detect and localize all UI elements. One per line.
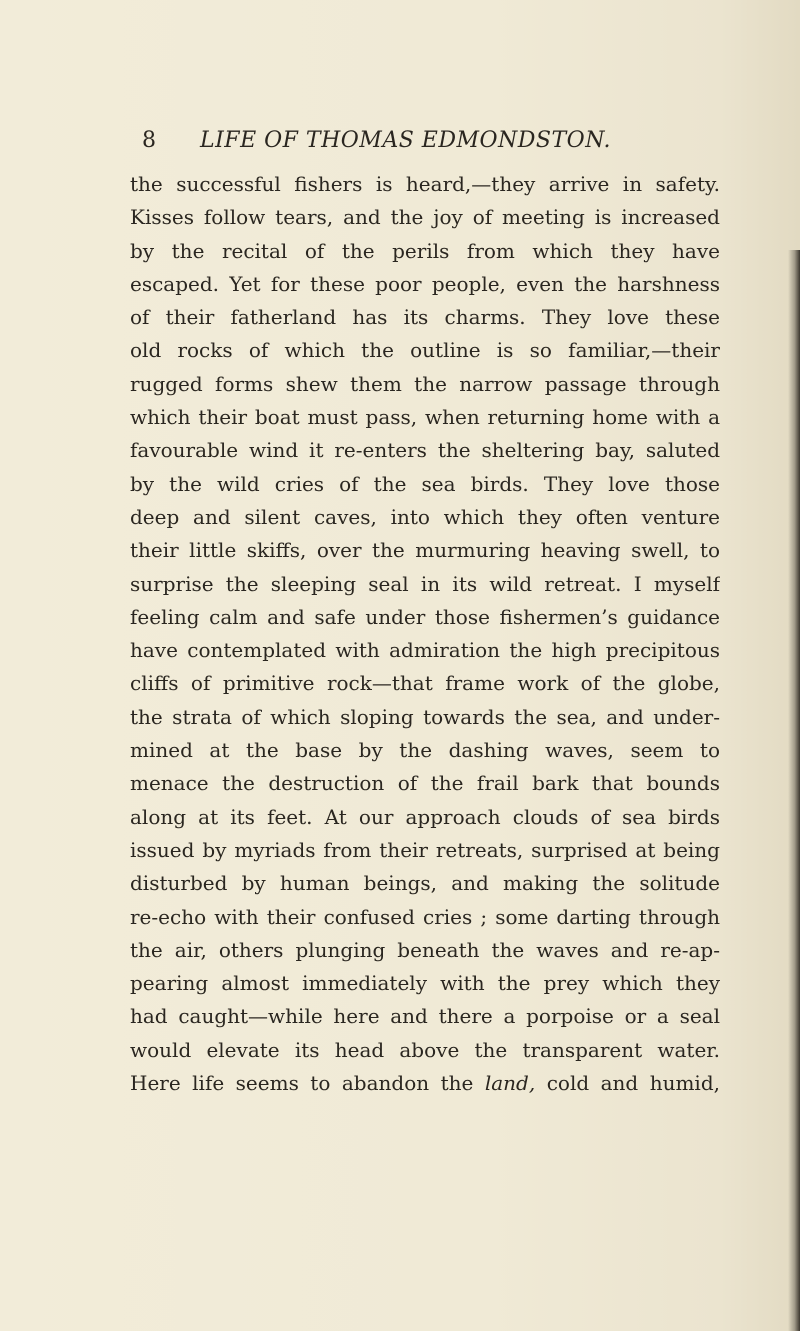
last-line-italic-word: land, [484, 1071, 536, 1096]
text-line: their little skiffs, over the murmuring heaving swell, to [130, 538, 720, 563]
text-line: feeling calm and safe under those fishermen’s guidance [130, 604, 720, 629]
text-line: the successful fishers is heard,—they arrive in safety. [130, 172, 720, 196]
text-line: have contemplated with admiration the high precipitous [130, 638, 720, 663]
text-line: by the recital of the perils from which they have [130, 238, 720, 263]
last-line-before: Here life seems to abandon the [130, 1071, 485, 1096]
text-line: the strata of which sloping towards the sea, and under- [130, 704, 720, 729]
last-line-after: cold and humid, [535, 1071, 720, 1096]
text-line: of their fatherland has its charms. They love these [130, 305, 720, 330]
text-line: pearing almost immediately with the prey which they [130, 971, 720, 996]
text-line: cliffs of primitive rock—that frame work of the globe, [130, 671, 720, 696]
text-line: escaped. Yet for these poor people, even the harshness [130, 271, 720, 296]
text-line: Kisses follow tears, and the joy of meeting is increased [130, 205, 720, 230]
text-line: old rocks of which the outline is so familiar,—their [130, 338, 720, 363]
text-line: mined at the base by the dashing waves, seem to [130, 738, 720, 763]
page-number: 8 [142, 128, 156, 153]
text-line: re-echo with their confused cries ; some darting through [130, 904, 720, 929]
text-line: by the wild cries of the sea birds. They love those [130, 471, 720, 496]
text-line-last [130, 1067, 720, 1100]
text-line: had caught—while here and there a porpoise or a seal [130, 1004, 720, 1029]
body-text [130, 168, 720, 1100]
text-line: along at its feet. At our approach clouds of sea birds [130, 804, 720, 829]
page-header [142, 128, 702, 168]
page-edge-shadow [788, 250, 800, 1331]
text-line: surprise the sleeping seal in its wild retreat. I myself [130, 571, 720, 596]
text-line: the air, others plunging beneath the waves and re-ap- [130, 937, 720, 962]
text-line: menace the destruction of the frail bark that bounds [130, 771, 720, 796]
text-line: rugged forms shew them the narrow passage through [130, 371, 720, 396]
text-line: disturbed by human beings, and making the solitude [130, 871, 720, 896]
text-line: which their boat must pass, when returning home with a [130, 405, 720, 430]
running-head: LIFE OF THOMAS EDMONDSTON. [200, 128, 612, 153]
text-line: would elevate its head above the transparent water. [130, 1037, 720, 1062]
text-line: favourable wind it re-enters the sheltering bay, saluted [130, 438, 720, 463]
text-line: issued by myriads from their retreats, surprised at being [130, 837, 720, 862]
text-line: deep and silent caves, into which they often venture [130, 504, 720, 529]
